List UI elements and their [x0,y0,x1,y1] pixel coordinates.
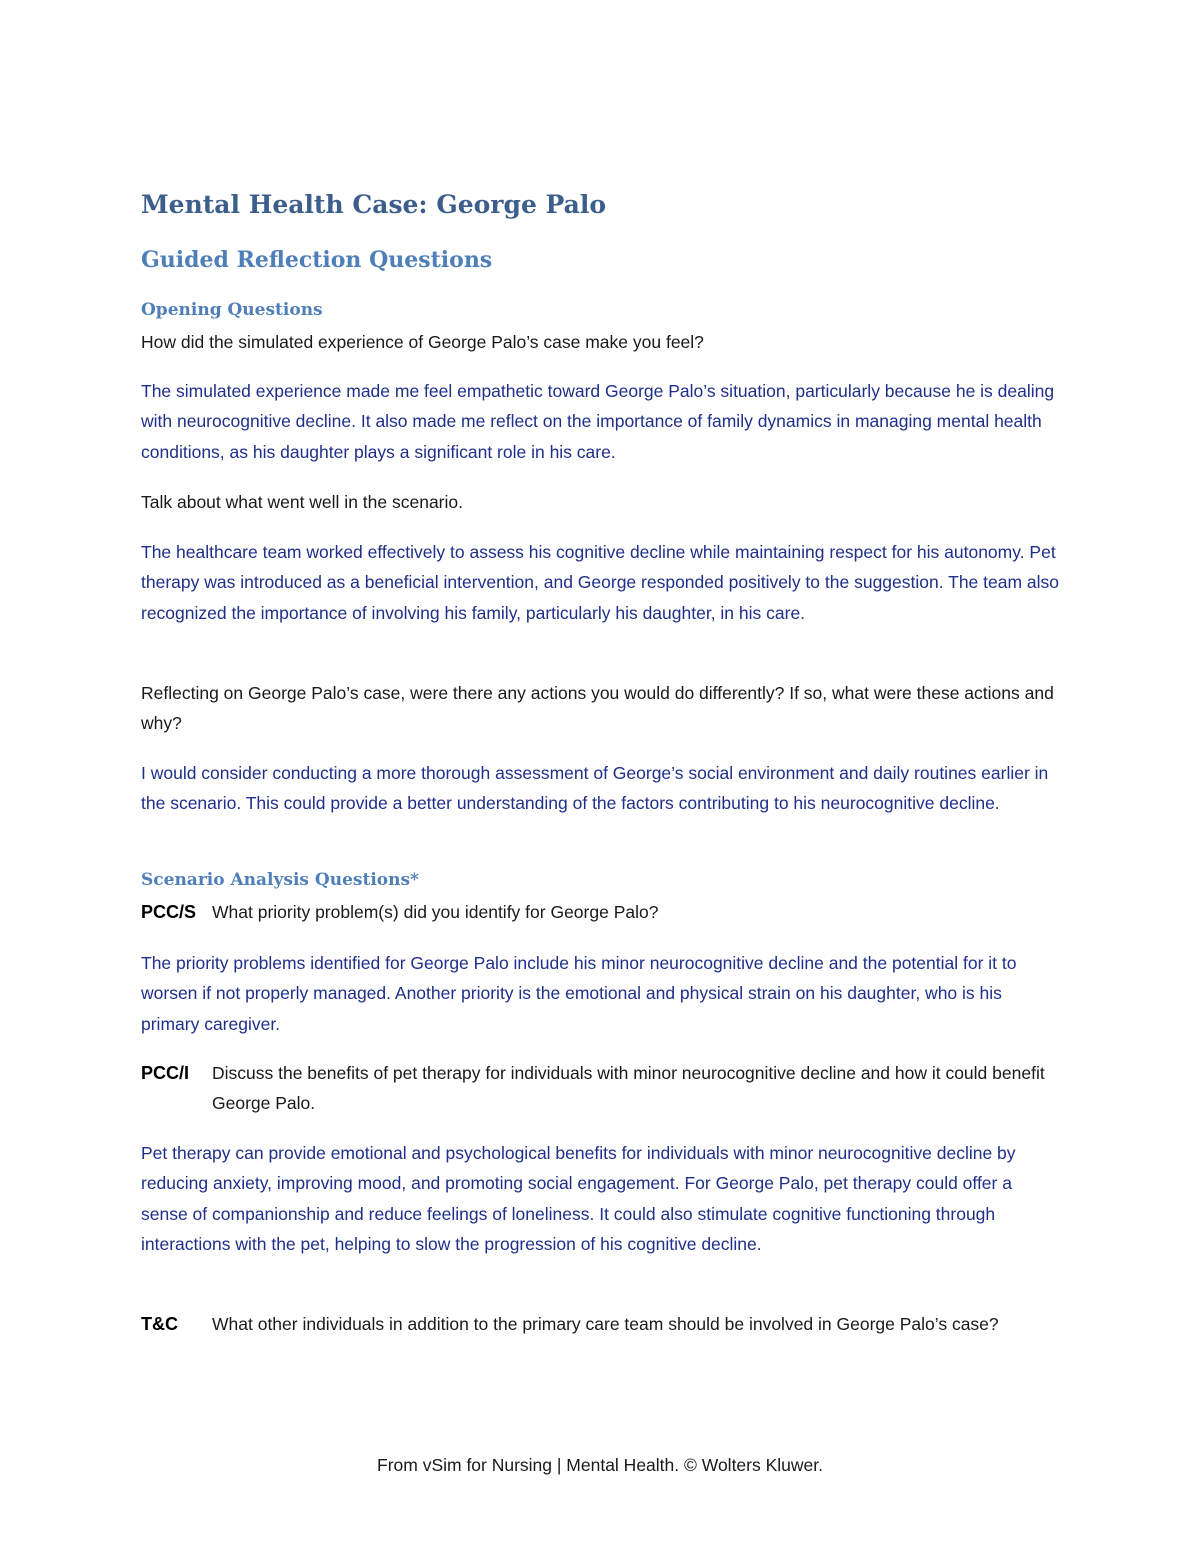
page-subtitle: Guided Reflection Questions [141,247,493,273]
question-tag: PCC/I [141,1063,190,1083]
page-title: Mental Health Case: George Palo [141,190,607,219]
scenario-analysis-heading: Scenario Analysis Questions* [141,870,419,890]
question-text: What priority problem(s) did you identify for George Palo? [212,902,659,922]
opening-answer-3: I would consider conducting a more thorough assessment of George’s social environment and daily routines earlier in the scenario. This could provide a better understanding of the factors contributing to his neurocognitive decline. [141,763,1049,814]
opening-question-1: How did the simulated experience of George Palo’s case make you feel? [141,332,704,352]
page-footer: From vSim for Nursing | Mental Health. © Wolters Kluwer. [377,1455,823,1475]
question-text: What other individuals in addition to the primary care team should be involved in George Palo’s case? [212,1314,999,1334]
opening-answer-2: The healthcare team worked effectively to assess his cognitive decline while maintaining respect for his autonomy. Pet therapy was introduced as a beneficial intervention, and George responded positively to the suggestion. The team also recognized the importance of involving his family, particularly his daughter, in his care. [141,542,1060,623]
scenario-question-t-and-c [141,1309,1061,1339]
scenario-answer-pcc-s: The priority problems identified for George Palo include his minor neurocognitive decline and the potential for it to worsen if not properly managed. Another priority is the emotional and physical strain on his daughter, who is his primary caregiver. [141,953,1017,1034]
question-tag: PCC/S [141,902,197,922]
question-tag: T&C [141,1314,178,1334]
scenario-question-pcc-s [141,897,1061,927]
opening-question-2: Talk about what went well in the scenario. [141,492,463,512]
scenario-question-pcc-i [141,1058,1061,1118]
opening-question-3: Reflecting on George Palo’s case, were there any actions you would do differently? If so, what were these actions and why? [141,683,1054,733]
question-text: Discuss the benefits of pet therapy for individuals with minor neurocognitive decline and how it could benefit George Palo. [212,1063,1045,1113]
opening-answer-1: The simulated experience made me feel empathetic toward George Palo’s situation, particularly because he is dealing with neurocognitive decline. It also made me reflect on the importance of family dynamics in managing mental health conditions, as his daughter plays a significant role in his care. [141,381,1055,462]
opening-questions-heading: Opening Questions [141,300,323,320]
scenario-answer-pcc-i: Pet therapy can provide emotional and psychological benefits for individuals with minor neurocognitive decline by reducing anxiety, improving mood, and promoting social engagement. For George Palo, pet therapy could offer a sense of companionship and reduce feelings of loneliness. It could also stimulate cognitive functioning through interactions with the pet, helping to slow the progression of his cognitive decline. [141,1143,1016,1254]
